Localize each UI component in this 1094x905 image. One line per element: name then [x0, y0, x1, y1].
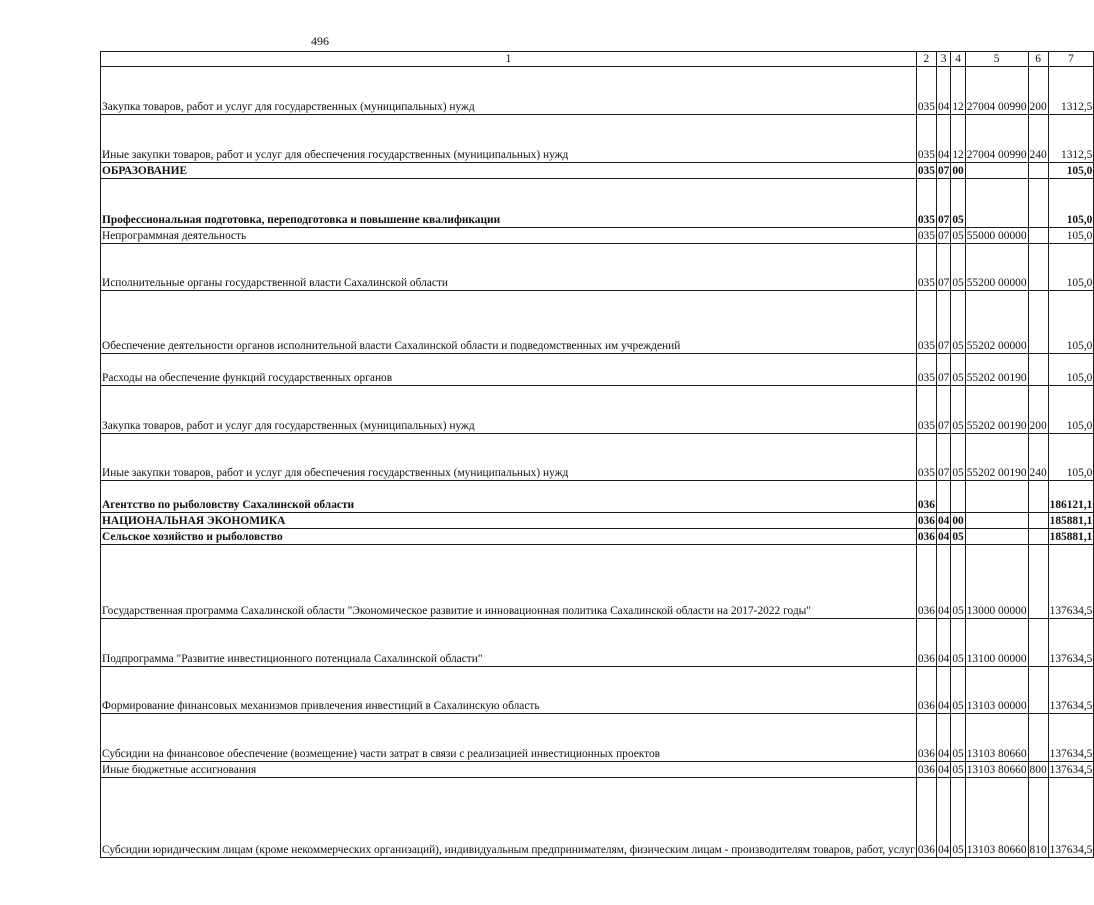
row-section: 07 [936, 228, 950, 244]
budget-table [100, 51, 1094, 858]
row-target-article: 13103 80660 [965, 762, 1028, 778]
row-amount: 186121,1 [1048, 481, 1094, 513]
row-name: Государственная программа Сахалинской области "Экономическое развитие и инновационная политика Сахалинской области на 2017-2022 годы" [101, 545, 917, 619]
row-target-article: 13000 00000 [965, 545, 1028, 619]
row-ministry-code: 035 [916, 179, 936, 228]
row-target-article: 13103 00000 [965, 667, 1028, 714]
row-section: 07 [936, 163, 950, 179]
row-target-article: 13103 80660 [965, 778, 1028, 858]
row-expense-type [1028, 163, 1048, 179]
row-amount: 137634,5 [1048, 714, 1094, 762]
row-subsection [951, 481, 965, 513]
row-ministry-code: 035 [916, 67, 936, 115]
header-cell-amount: 7 [1048, 52, 1094, 67]
header-row [101, 52, 1094, 67]
row-expense-type [1028, 179, 1048, 228]
row-subsection: 05 [951, 667, 965, 714]
header-cell-section: 3 [936, 52, 950, 67]
row-ministry-code: 036 [916, 778, 936, 858]
row-target-article: 55202 00000 [965, 291, 1028, 354]
row-amount: 105,0 [1048, 386, 1094, 434]
row-expense-type [1028, 545, 1048, 619]
row-amount: 105,0 [1048, 228, 1094, 244]
row-name: Закупка товаров, работ и услуг для государственных (муниципальных) нужд [101, 386, 917, 434]
table-row [101, 778, 1094, 858]
row-target-article: 55202 00190 [965, 386, 1028, 434]
row-section [936, 481, 950, 513]
row-expense-type [1028, 481, 1048, 513]
row-subsection: 05 [951, 778, 965, 858]
table-row [101, 667, 1094, 714]
row-target-article: 55202 00190 [965, 434, 1028, 481]
table-row [101, 434, 1094, 481]
row-ministry-code: 035 [916, 115, 936, 163]
row-amount: 137634,5 [1048, 762, 1094, 778]
row-subsection: 05 [951, 386, 965, 434]
row-amount: 1312,5 [1048, 115, 1094, 163]
table-body [101, 67, 1094, 858]
row-name: Исполнительные органы государственной власти Сахалинской области [101, 244, 917, 291]
row-target-article: 13100 00000 [965, 619, 1028, 667]
row-section: 07 [936, 291, 950, 354]
row-amount: 105,0 [1048, 179, 1094, 228]
row-ministry-code: 036 [916, 513, 936, 529]
row-name: Сельское хозяйство и рыболовство [101, 529, 917, 545]
row-ministry-code: 036 [916, 714, 936, 762]
row-expense-type: 240 [1028, 115, 1048, 163]
row-subsection: 05 [951, 714, 965, 762]
header-cell-type: 6 [1028, 52, 1048, 67]
row-ministry-code: 035 [916, 386, 936, 434]
row-name: Подпрограмма "Развитие инвестиционного потенциала Сахалинской области" [101, 619, 917, 667]
row-section: 04 [936, 762, 950, 778]
row-ministry-code: 036 [916, 619, 936, 667]
table-row [101, 163, 1094, 179]
table-row [101, 179, 1094, 228]
table-row [101, 513, 1094, 529]
row-name: Обеспечение деятельности органов исполнительной власти Сахалинской области и подведомственных им учреждений [101, 291, 917, 354]
header-cell-name: 1 [101, 52, 917, 67]
row-name: НАЦИОНАЛЬНАЯ ЭКОНОМИКА [101, 513, 917, 529]
row-expense-type: 200 [1028, 67, 1048, 115]
row-subsection: 05 [951, 228, 965, 244]
row-name: ОБРАЗОВАНИЕ [101, 163, 917, 179]
row-expense-type [1028, 513, 1048, 529]
row-target-article [965, 481, 1028, 513]
row-section: 04 [936, 545, 950, 619]
row-name: Закупка товаров, работ и услуг для государственных (муниципальных) нужд [101, 67, 917, 115]
row-amount: 137634,5 [1048, 619, 1094, 667]
row-expense-type [1028, 619, 1048, 667]
row-target-article: 13103 80660 [965, 714, 1028, 762]
table-row [101, 529, 1094, 545]
row-section: 04 [936, 778, 950, 858]
row-ministry-code: 036 [916, 762, 936, 778]
row-subsection: 00 [951, 163, 965, 179]
row-section: 04 [936, 513, 950, 529]
header-cell-target: 5 [965, 52, 1028, 67]
table-row [101, 228, 1094, 244]
row-ministry-code: 035 [916, 434, 936, 481]
row-section: 07 [936, 434, 950, 481]
row-section: 04 [936, 714, 950, 762]
header-cell-subsection: 4 [951, 52, 965, 67]
row-name: Иные бюджетные ассигнования [101, 762, 917, 778]
row-name: Непрограммная деятельность [101, 228, 917, 244]
row-expense-type [1028, 291, 1048, 354]
row-target-article: 55200 00000 [965, 244, 1028, 291]
row-target-article: 27004 00990 [965, 67, 1028, 115]
row-section: 04 [936, 619, 950, 667]
row-name: Субсидии юридическим лицам (кроме некоммерческих организаций), индивидуальным предпринимателям, физическим лицам - производителям товаров, работ, услуг [101, 778, 917, 858]
row-expense-type: 800 [1028, 762, 1048, 778]
row-target-article [965, 163, 1028, 179]
row-subsection: 05 [951, 545, 965, 619]
row-expense-type: 240 [1028, 434, 1048, 481]
row-target-article: 27004 00990 [965, 115, 1028, 163]
row-amount: 185881,1 [1048, 513, 1094, 529]
row-ministry-code: 035 [916, 244, 936, 291]
table-row [101, 714, 1094, 762]
row-target-article [965, 179, 1028, 228]
row-expense-type [1028, 714, 1048, 762]
row-subsection: 05 [951, 179, 965, 228]
page-number: 496 [311, 34, 329, 48]
row-expense-type [1028, 228, 1048, 244]
row-expense-type: 810 [1028, 778, 1048, 858]
row-section: 07 [936, 386, 950, 434]
row-ministry-code: 036 [916, 667, 936, 714]
row-subsection: 05 [951, 434, 965, 481]
row-subsection: 12 [951, 115, 965, 163]
table-row [101, 291, 1094, 354]
row-ministry-code: 035 [916, 291, 936, 354]
row-ministry-code: 036 [916, 529, 936, 545]
row-ministry-code: 036 [916, 545, 936, 619]
row-amount: 105,0 [1048, 354, 1094, 386]
row-amount: 105,0 [1048, 244, 1094, 291]
row-expense-type: 200 [1028, 386, 1048, 434]
row-target-article [965, 513, 1028, 529]
row-amount: 105,0 [1048, 163, 1094, 179]
table-row [101, 481, 1094, 513]
table-row [101, 244, 1094, 291]
row-expense-type [1028, 244, 1048, 291]
table-row [101, 67, 1094, 115]
row-name: Иные закупки товаров, работ и услуг для обеспечения государственных (муниципальных) нужд [101, 434, 917, 481]
row-expense-type [1028, 529, 1048, 545]
row-subsection: 05 [951, 762, 965, 778]
row-subsection: 12 [951, 67, 965, 115]
row-subsection: 00 [951, 513, 965, 529]
row-name: Расходы на обеспечение функций государственных органов [101, 354, 917, 386]
row-amount: 105,0 [1048, 434, 1094, 481]
row-ministry-code: 035 [916, 354, 936, 386]
row-name: Профессиональная подготовка, переподготовка и повышение квалификации [101, 179, 917, 228]
table-row [101, 115, 1094, 163]
row-target-article [965, 529, 1028, 545]
row-section: 04 [936, 67, 950, 115]
row-section: 04 [936, 529, 950, 545]
row-subsection: 05 [951, 354, 965, 386]
row-name: Субсидии на финансовое обеспечение (возмещение) части затрат в связи с реализацией инвестиционных проектов [101, 714, 917, 762]
row-name: Формирование финансовых механизмов привлечения инвестиций в Сахалинскую область [101, 667, 917, 714]
header-cell-ministry: 2 [916, 52, 936, 67]
row-amount: 1312,5 [1048, 67, 1094, 115]
row-subsection: 05 [951, 529, 965, 545]
row-ministry-code: 035 [916, 228, 936, 244]
row-section: 07 [936, 179, 950, 228]
table-row [101, 386, 1094, 434]
row-ministry-code: 035 [916, 163, 936, 179]
row-subsection: 05 [951, 619, 965, 667]
row-section: 04 [936, 667, 950, 714]
row-expense-type [1028, 354, 1048, 386]
row-expense-type [1028, 667, 1048, 714]
row-amount: 137634,5 [1048, 667, 1094, 714]
table-row [101, 354, 1094, 386]
row-amount: 105,0 [1048, 291, 1094, 354]
row-section: 07 [936, 244, 950, 291]
table-row [101, 762, 1094, 778]
row-name: Иные закупки товаров, работ и услуг для обеспечения государственных (муниципальных) нужд [101, 115, 917, 163]
row-section: 07 [936, 354, 950, 386]
row-ministry-code: 036 [916, 481, 936, 513]
row-name: Агентство по рыболовству Сахалинской области [101, 481, 917, 513]
row-amount: 137634,5 [1048, 778, 1094, 858]
row-subsection: 05 [951, 244, 965, 291]
row-target-article: 55000 00000 [965, 228, 1028, 244]
row-section: 04 [936, 115, 950, 163]
row-amount: 185881,1 [1048, 529, 1094, 545]
row-subsection: 05 [951, 291, 965, 354]
table-row [101, 619, 1094, 667]
row-amount: 137634,5 [1048, 545, 1094, 619]
row-target-article: 55202 00190 [965, 354, 1028, 386]
table-row [101, 545, 1094, 619]
